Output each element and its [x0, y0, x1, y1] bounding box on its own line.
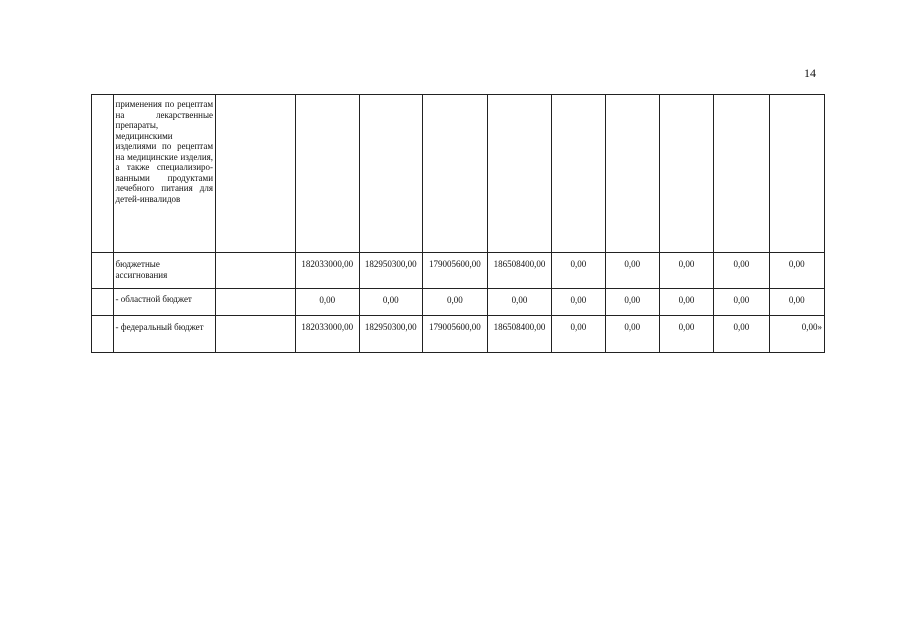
value-cell: 0,00 [605, 316, 659, 353]
value-cell [552, 95, 605, 253]
value-cell: 0,00 [659, 289, 713, 316]
value-cell: 0,00 [552, 316, 605, 353]
value-cell: 0,00 [605, 289, 659, 316]
value-cell: 0,00 [605, 253, 659, 289]
value-cell: 186508400,00 [487, 253, 552, 289]
value-cell: 0,00 [659, 253, 713, 289]
row-number-cell [92, 289, 114, 316]
value-cell: 0,00 [769, 289, 824, 316]
value-cell: 0,00 [714, 316, 769, 353]
value-cell [659, 95, 713, 253]
value-cell: 0,00 [552, 253, 605, 289]
executor-cell [216, 316, 296, 353]
table-row [92, 95, 825, 253]
executor-cell [216, 95, 296, 253]
value-cell: 0,00 [359, 289, 423, 316]
value-cell [769, 95, 824, 253]
value-cell: 186508400,00 [487, 316, 552, 353]
row-number-cell [92, 316, 114, 353]
federal-budget-label: - федеральный бюджет [115, 322, 204, 332]
measure-name-cell [113, 289, 216, 316]
value-cell [605, 95, 659, 253]
budget-allocations-label: бюджетные ассигнования [115, 259, 168, 280]
value-cell: 0,00 [552, 289, 605, 316]
value-cell: 182033000,00 [295, 253, 359, 289]
value-cell: 0,00 [714, 289, 769, 316]
measure-name-cell [113, 95, 216, 253]
measure-name-cell [113, 253, 216, 289]
measure-name: применения по рецептам на лекарственные препараты, медицинскими изделиями по рецептам на медицинские изделия, а также специализиро-ванными продуктами лечебного питания для детей-инвалидов [115, 99, 214, 204]
value-cell: 179005600,00 [423, 253, 488, 289]
row-number-cell [92, 95, 114, 253]
value-cell: 0,00 [295, 289, 359, 316]
value-cell: 0,00 [423, 289, 488, 316]
row-number-cell [92, 253, 114, 289]
value-cell [295, 95, 359, 253]
measure-name-cell [113, 316, 216, 353]
value-cell: 182950300,00 [359, 253, 423, 289]
value-cell [359, 95, 423, 253]
value-cell [487, 95, 552, 253]
value-cell [423, 95, 488, 253]
table-row [92, 253, 825, 289]
value-cell: 0,00» [769, 316, 824, 353]
value-cell [714, 95, 769, 253]
executor-cell [216, 253, 296, 289]
regional-budget-label: - областной бюджет [115, 294, 192, 304]
value-cell: 0,00 [714, 253, 769, 289]
table-row [92, 316, 825, 353]
value-cell: 182033000,00 [295, 316, 359, 353]
value-cell: 0,00 [769, 253, 824, 289]
page-number: 14 [804, 66, 816, 80]
value-cell: 179005600,00 [423, 316, 488, 353]
value-cell: 182950300,00 [359, 316, 423, 353]
budget-table [91, 94, 825, 353]
table-row [92, 289, 825, 316]
value-cell: 0,00 [487, 289, 552, 316]
executor-cell [216, 289, 296, 316]
value-cell: 0,00 [659, 316, 713, 353]
